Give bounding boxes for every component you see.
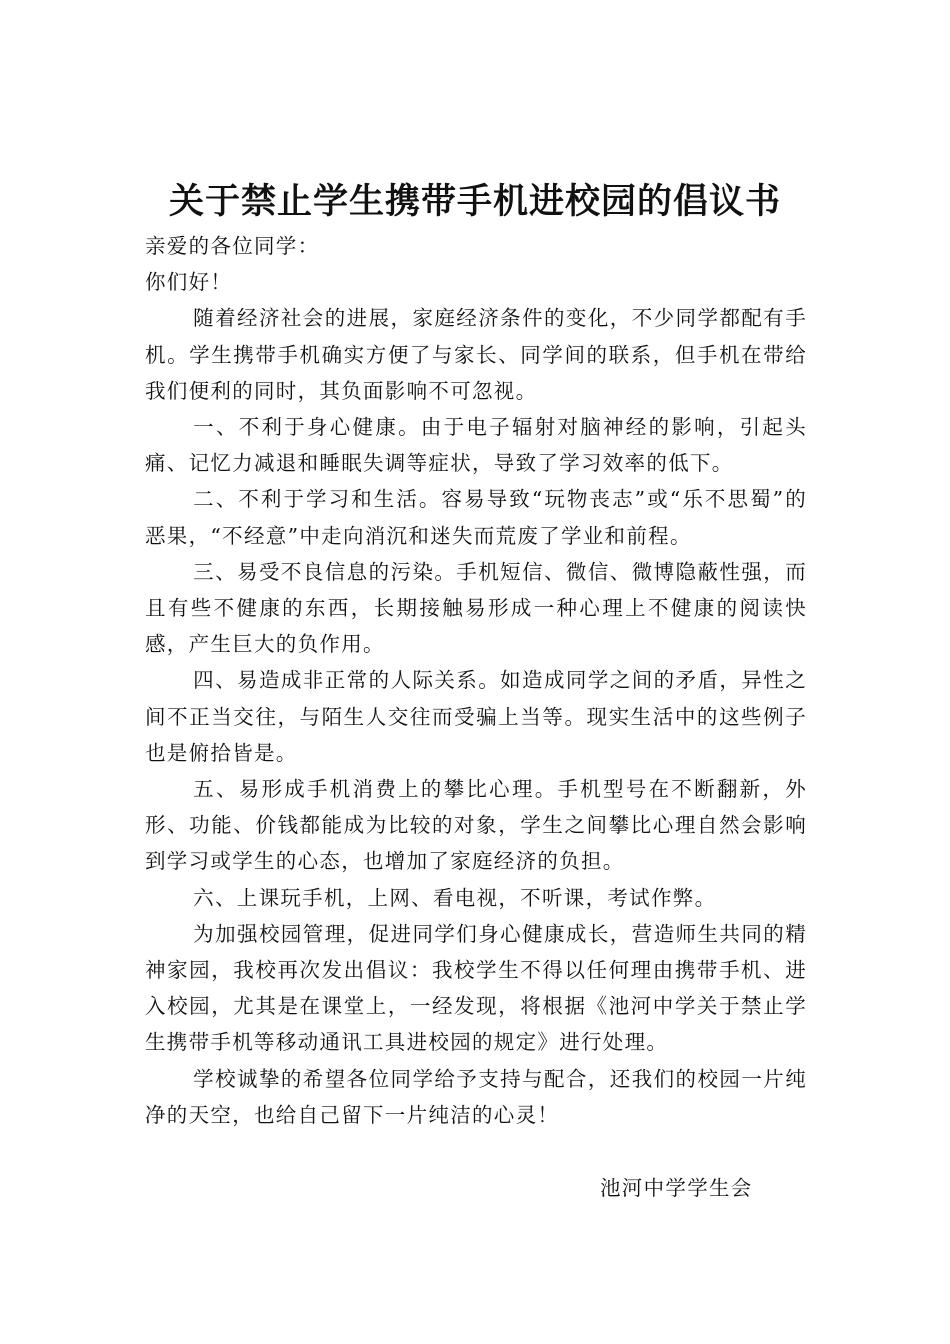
salutation: 亲爱的各位同学： <box>145 234 320 258</box>
document-title: 关于禁止学生携带手机进校园的倡议书 <box>168 182 781 222</box>
paragraph-intro: 随着经济社会的进展，家庭经济条件的变化，不少同学都配有手机。学生携带手机确实方便了与家长、同学间的联系，但手机在带给我们便利的同时，其负面影响不可忽视。 <box>145 306 807 403</box>
paragraph-point-1: 一、不利于身心健康。由于电子辐射对脑神经的影响，引起头痛、记忆力减退和睡眠失调等症状，导致了学习效率的低下。 <box>145 415 807 476</box>
signature: 池河中学学生会 <box>600 1176 753 1200</box>
paragraph-point-5: 五、易形成手机消费上的攀比心理。手机型号在不断翻新，外形、功能、价钱都能成为比较的对象，学生之间攀比心理自然会影响到学习或学生的心态，也增加了家庭经济的负担。 <box>145 777 807 874</box>
paragraph-point-3: 三、易受不良信息的污染。手机短信、微信、微博隐蔽性强，而且有些不健康的东西，长期接触易形成一种心理上不健康的阅读快感，产生巨大的负作用。 <box>145 559 807 657</box>
paragraph-closing: 学校诚挚的希望各位同学给予支持与配合，还我们的校园一片纯净的天空，也给自己留下一片纯洁的心灵！ <box>145 1066 807 1127</box>
paragraph-proposal: 为加强校园管理，促进同学们身心健康成长，营造师生共同的精神家园，我校再次发出倡议：我校学生不得以任何理由携带手机、进入校园，尤其是在课堂上，一经发现，将根据《池河中学关于禁止学生携带手机等移动通讯工具进校园的规定》进行处理。 <box>145 921 807 1055</box>
paragraph-point-2: 二、不利于学习和生活。容易导致“玩物丧志”或“乐不思蜀”的恶果，“不经意”中走向消沉和迷失而荒废了学业和前程。 <box>145 487 807 548</box>
document-body <box>145 228 807 1133</box>
paragraph-point-4: 四、易造成非正常的人际关系。如造成同学之间的矛盾，异性之间不正当交往，与陌生人交往而受骗上当等。现实生活中的这些例子也是俯拾皆是。 <box>145 668 807 765</box>
paragraph-point-6: 六、上课玩手机，上网、看电视，不听课，考试作弊。 <box>193 885 717 910</box>
greeting: 你们好！ <box>145 270 233 295</box>
